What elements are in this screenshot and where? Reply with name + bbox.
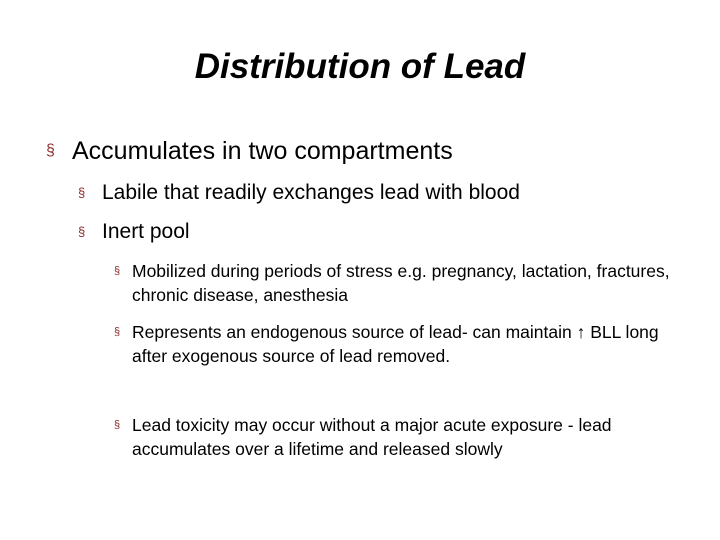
bullet-icon: § (46, 142, 55, 159)
slide-title: Distribution of Lead (194, 47, 526, 86)
bullet-text: Represents an endogenous source of lead- can maintain ↑ BLL long after exogenous source of lead removed. (132, 322, 659, 366)
bullet-level-3-mobilized (114, 259, 694, 307)
bullet-level-1 (46, 134, 686, 168)
bullet-level-2-inert (78, 218, 688, 246)
bullet-text: Mobilized during periods of stress e.g. pregnancy, lactation, fractures, chronic disease, anesthesia (132, 261, 670, 305)
bullet-text: Lead toxicity may occur without a major acute exposure - lead accumulates over a lifetime and released slowly (132, 415, 612, 459)
bullet-icon: § (114, 326, 121, 338)
bullet-level-3-endogenous (114, 320, 694, 368)
bullet-icon: § (114, 419, 121, 431)
bullet-icon: § (114, 265, 121, 277)
bullet-level-3-toxicity (114, 413, 694, 461)
bullet-text: Inert pool (102, 220, 190, 243)
bullet-text: Labile that readily exchanges lead with blood (102, 181, 520, 204)
bullet-text: Accumulates in two compartments (72, 137, 453, 165)
bullet-icon: § (78, 185, 86, 200)
bullet-level-2-labile (78, 179, 688, 207)
bullet-icon: § (78, 224, 86, 239)
